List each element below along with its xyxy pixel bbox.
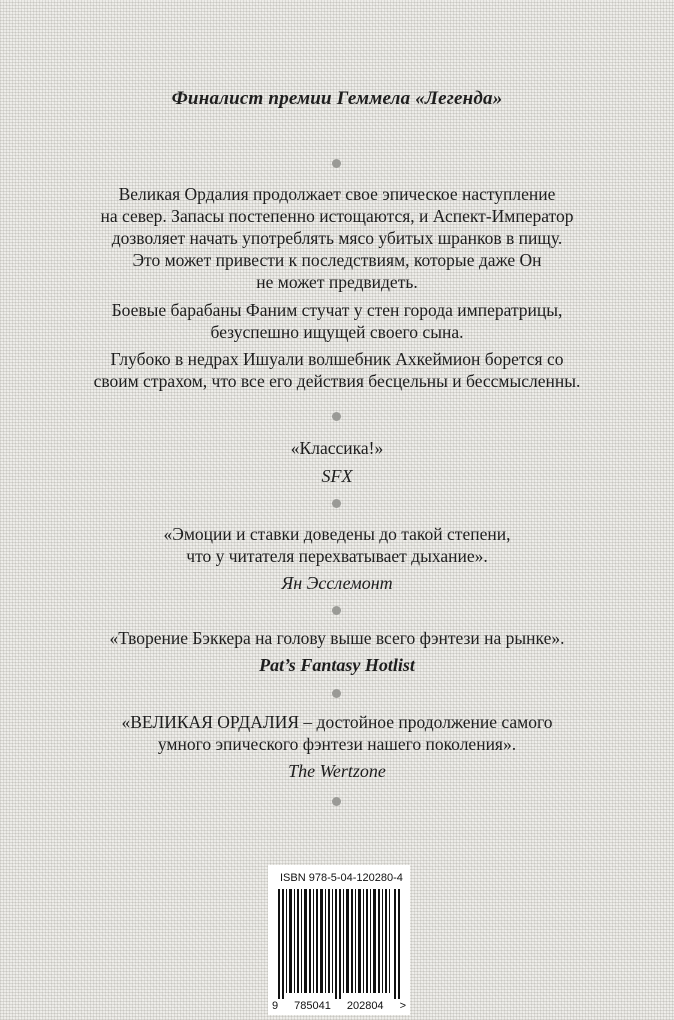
text-line: безуспешно ищущей своего сына. (210, 322, 464, 342)
review-source-4: The Wertzone (288, 761, 386, 781)
isbn-label: ISBN 978-5-04-120280-4 (280, 872, 403, 884)
review-quote-3 (0, 627, 674, 649)
barcode-icon (278, 889, 400, 999)
barcode-first-digit: 9 (272, 1000, 279, 1012)
isbn-barcode-block (268, 865, 410, 1015)
text-line: Великая Ордалия продолжает свое эпическое наступление (118, 184, 556, 204)
quote-line: «Творение Бэккера на голову выше всего фэнтези на рынке». (109, 628, 565, 648)
review-quote-1 (0, 437, 674, 459)
separator-dot (332, 412, 341, 421)
text-line: на север. Запасы постепенно истощаются, и Аспект-Император (100, 206, 574, 226)
separator-dot (332, 159, 341, 168)
barcode-end-mark: > (399, 1000, 406, 1012)
quote-line: «ВЕЛИКАЯ ОРДАЛИЯ – достойное продолжение самого (121, 712, 553, 732)
separator-dot (332, 606, 341, 615)
review-quote-4 (0, 711, 674, 755)
review-source-3: Pat’s Fantasy Hotlist (259, 655, 415, 675)
review-source-1: SFX (321, 466, 353, 486)
barcode-digits (272, 1000, 406, 1012)
separator-dot (332, 797, 341, 806)
text-line: своим страхом, что все его действия бесцельны и бессмысленны. (93, 371, 581, 391)
award-heading: Финалист премии Геммела «Легенда» (171, 88, 503, 109)
description-paragraph-3 (0, 348, 674, 392)
review-quote-2 (0, 523, 674, 567)
description-paragraph-2 (0, 299, 674, 343)
separator-dot (332, 499, 341, 508)
quote-line: «Классика!» (290, 438, 384, 458)
quote-line: умного эпического фэнтези нашего поколения». (157, 734, 517, 754)
quote-line: что у читателя перехватывает дыхание». (186, 546, 488, 566)
text-line: Это может привести к последствиям, которые даже Он (132, 250, 542, 270)
barcode-left-group: 785041 (294, 1000, 331, 1012)
separator-dot (332, 689, 341, 698)
text-line: дозволяет начать употреблять мясо убитых шранков в пищу. (111, 228, 563, 248)
review-source-2: Ян Эсслемонт (281, 573, 393, 593)
text-line: Глубоко в недрах Ишуали волшебник Ахкеймион борется со (110, 349, 564, 369)
text-line: не может предвидеть. (256, 272, 418, 292)
text-line: Боевые барабаны Фаним стучат у стен города императрицы, (111, 300, 563, 320)
description-paragraph-1 (0, 183, 674, 293)
barcode-right-group: 202804 (346, 1000, 384, 1012)
quote-line: «Эмоции и ставки доведены до такой степени, (163, 524, 511, 544)
